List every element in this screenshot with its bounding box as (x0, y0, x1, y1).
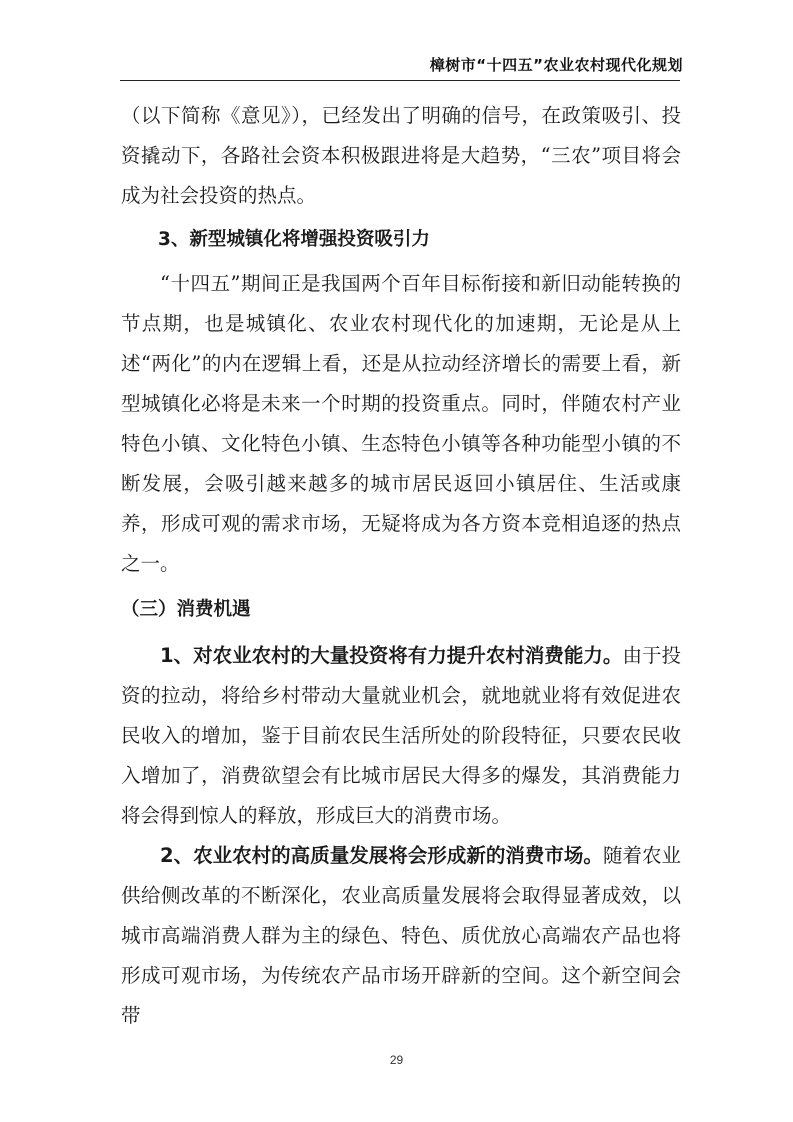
paragraph-urbanization: “十四五”期间正是我国两个百年目标衔接和新旧动能转换的节点期，也是城镇化、农业农村现代化的加速期，无论是从上述“两化”的内在逻辑上看，还是从拉动经济增长的需要上看，新型城镇化必将是未来一个时期的投资重点。同时，伴随农村产业特色小镇、文化特色小镇、生态特色小镇等各种功能型小镇的不断发展，会吸引越来越多的城市居民返回小镇居住、生活或康养，形成可观的需求市场，无疑将成为各方资本竞相追逐的热点之一。 (121, 272, 681, 575)
paragraph-consumption-capacity (121, 636, 681, 836)
header-divider (120, 80, 680, 81)
section-heading-consumption: （三）消费机遇 (121, 599, 251, 620)
subheading-urbanization-investment: 3、新型城镇化将增强投资吸引力 (158, 229, 430, 250)
paragraph-new-market (121, 836, 681, 1036)
document-body (121, 96, 681, 1036)
paragraph-lead-consumption-capacity: 1、对农业农村的大量投资将有力提升农村消费能力。 (160, 644, 623, 667)
paragraph-text-new-market: 随着农业供给侧改革的不断深化，农业高质量发展将会取得显著成效，以城市高端消费人群为主的绿色、特色、质优放心高端农产品也将形成可观市场，为传统农产品市场开辟新的空间。这个新空间会带 (121, 844, 681, 1027)
running-header-title: 樟树市“十四五”农业农村现代化规划 (429, 56, 683, 74)
paragraph-text-consumption-capacity: 由于投资的拉动，将给乡村带动大量就业机会，就地就业将有效促进农民收入的增加，鉴于目前农民生活所处的阶段特征，只要农民收入增加了，消费欲望会有比城市居民大得多的爆发，其消费能力将会得到惊人的释放，形成巨大的消费市场。 (121, 644, 681, 827)
paragraph-lead-new-market: 2、农业农村的高质量发展将会形成新的消费市场。 (160, 844, 603, 867)
paragraph-continuation: （以下简称《意见》），已经发出了明确的信号，在政策吸引、投资撬动下，各路社会资本积极跟进将是大趋势，“三农”项目将会成为社会投资的热点。 (121, 104, 681, 207)
page-number: 29 (389, 1053, 404, 1067)
